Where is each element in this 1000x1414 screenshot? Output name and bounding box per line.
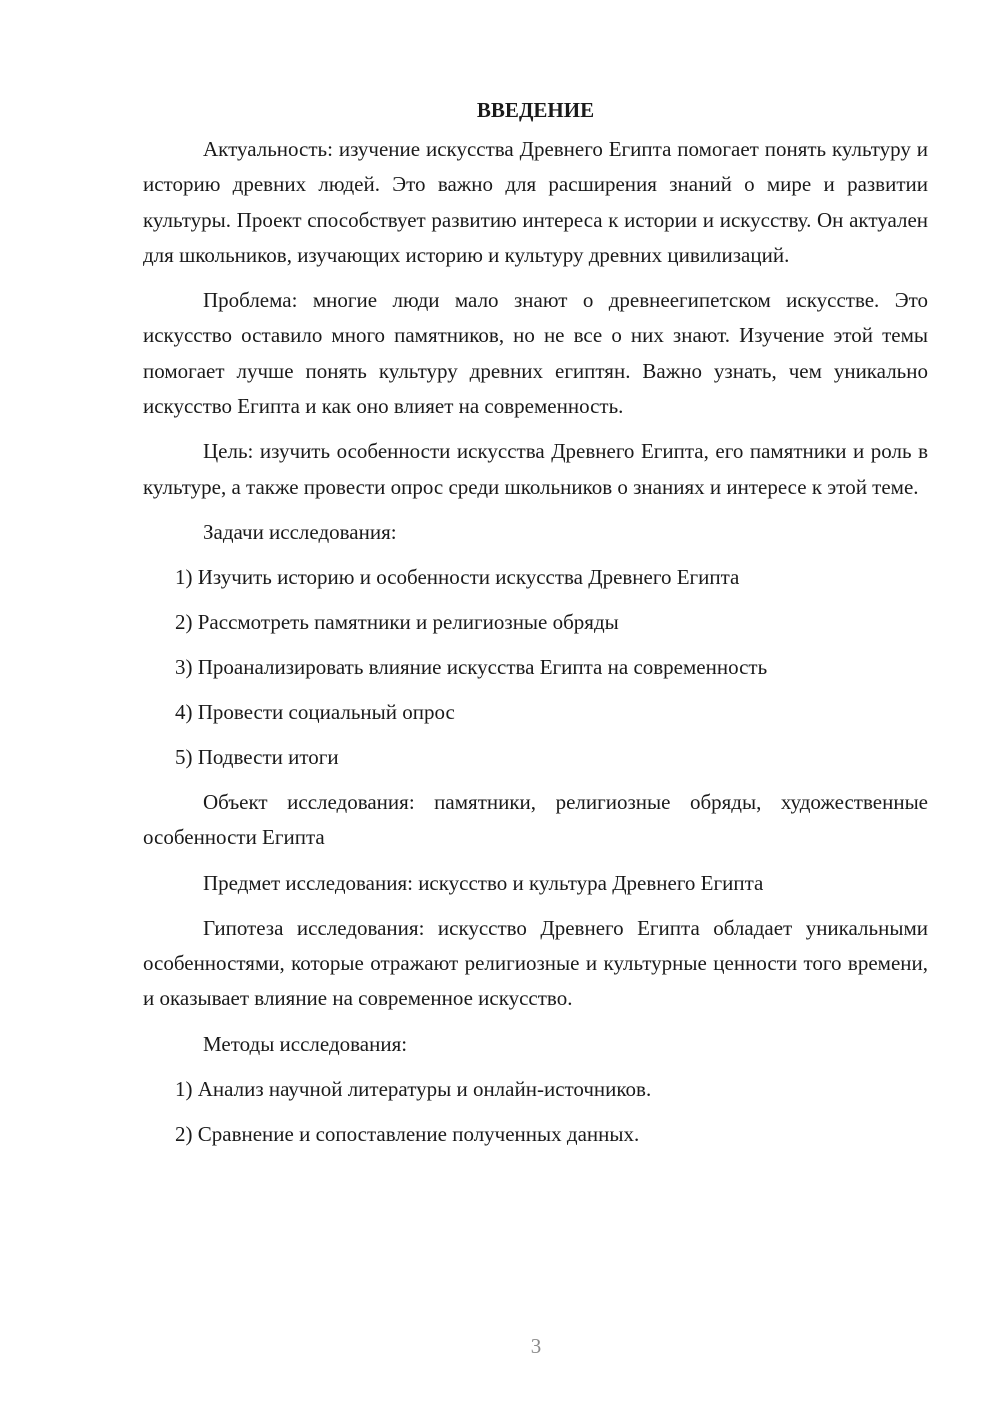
goal-paragraph: Цель: изучить особенности искусства Древнего Египта, его памятники и роль в культуре, а также провести опрос среди школьников о знаниях и интересе к этой теме. xyxy=(143,439,928,499)
list-number: 2) xyxy=(175,609,193,634)
methods-list xyxy=(143,1072,928,1152)
tasks-list xyxy=(143,560,928,775)
list-number: 1) xyxy=(175,1076,193,1101)
list-item xyxy=(143,650,928,685)
page-content xyxy=(143,95,928,1162)
list-text: Подвести итоги xyxy=(197,744,339,769)
list-item xyxy=(143,605,928,640)
hypothesis-paragraph: Гипотеза исследования: искусство Древнего Египта обладает уникальными особенностями, которые отражают религиозные и культурные ценности того времени, и оказывает влияние на современное искусство. xyxy=(143,915,928,1011)
list-number: 4) xyxy=(175,699,193,724)
list-text: Сравнение и сопоставление полученных данных. xyxy=(197,1121,640,1146)
list-number: 2) xyxy=(175,1121,193,1146)
list-text: Рассмотреть памятники и религиозные обряды xyxy=(197,609,619,634)
tasks-label: Задачи исследования: xyxy=(203,519,397,544)
list-text: Проанализировать влияние искусства Египта на современность xyxy=(197,654,768,679)
list-item xyxy=(143,1072,928,1107)
methods-label: Методы исследования: xyxy=(203,1031,408,1056)
list-item xyxy=(143,1117,928,1152)
list-item xyxy=(143,560,928,595)
page-number: 3 xyxy=(530,1334,542,1358)
list-number: 3) xyxy=(175,654,193,679)
list-item xyxy=(143,740,928,775)
subject-paragraph: Предмет исследования: искусство и культура Древнего Египта xyxy=(203,870,764,895)
section-heading: ВВЕДЕНИЕ xyxy=(476,98,595,122)
object-paragraph: Объект исследования: памятники, религиозные обряды, художественные особенности Египта xyxy=(143,789,928,850)
list-text: Провести социальный опрос xyxy=(197,699,455,724)
list-number: 5) xyxy=(175,744,193,769)
list-item xyxy=(143,695,928,730)
list-text: Изучить историю и особенности искусства Древнего Египта xyxy=(197,564,740,589)
list-number: 1) xyxy=(175,564,193,589)
problem-paragraph: Проблема: многие люди мало знают о древнеегипетском искусстве. Это искусство оставило много памятников, но не все о них знают. Изучение этой темы помогает лучше понять культуру древних египтян. Важно узнать, чем уникально искусство Египта и как оно влияет на современность. xyxy=(143,288,928,419)
list-text: Анализ научной литературы и онлайн-источников. xyxy=(197,1076,652,1101)
relevance-paragraph: Актуальность: изучение искусства Древнего Египта помогает понять культуру и историю древних людей. Это важно для расширения знаний о мире и развитии культуры. Проект способствует развитию интереса к истории и искусству. Он актуален для школьников, изучающих историю и культуру древних цивилизаций. xyxy=(143,137,928,267)
